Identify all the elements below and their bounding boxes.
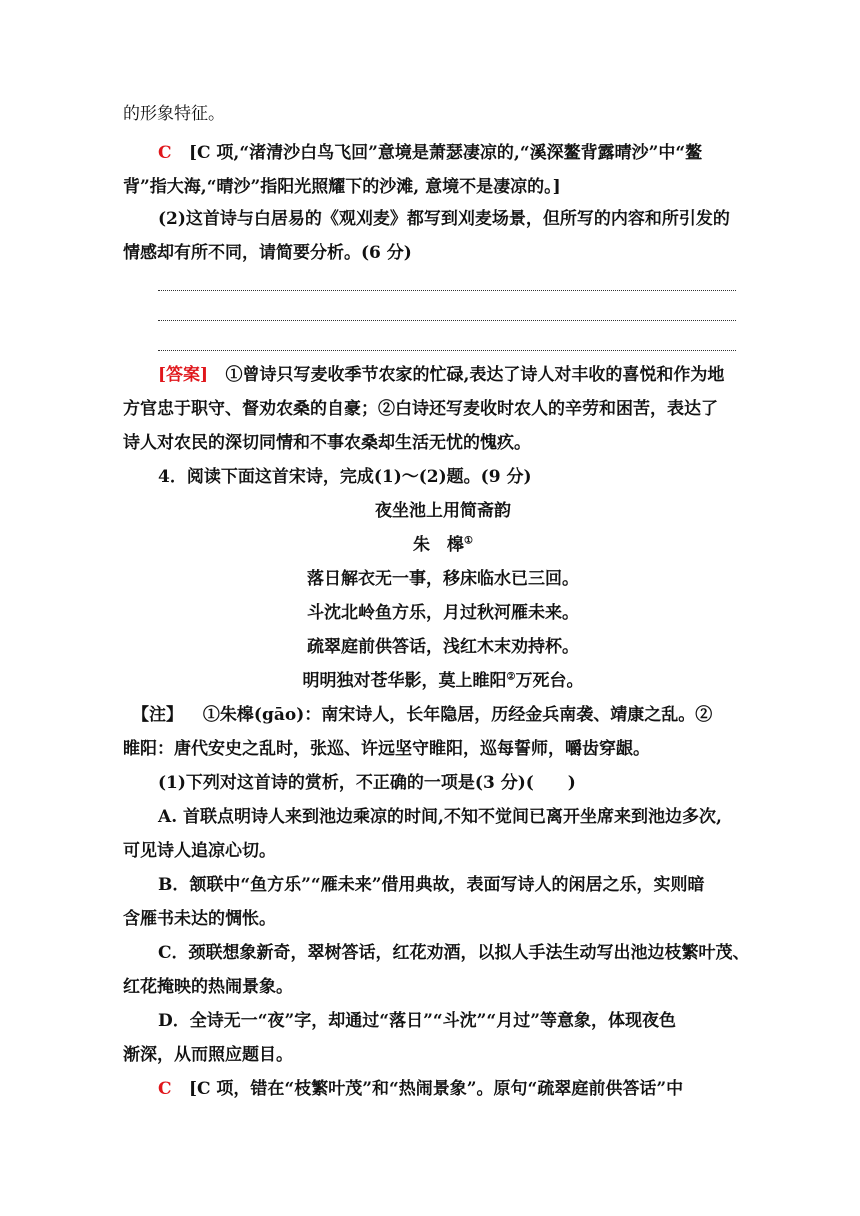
option-a: A. 首联点明诗人来到池边乘凉的时间,不知不觉间已离开坐席来到池边多次, xyxy=(158,807,722,827)
poem-line: 疏翠庭前供答话，浅红木末劝持杯。 xyxy=(307,637,579,657)
poem-line: 落日解衣无一事，移床临水已三回。 xyxy=(307,569,579,589)
answer-explanation: [C 项,“渚清沙白鸟飞回”意境是萧瑟凄凉的,“溪深鳌背露晴沙”中“鳌 xyxy=(188,143,703,163)
option-c-cont: 红花掩映的热闹景象。 xyxy=(123,977,293,997)
answer-text-cont: 方官忠于职守、督劝农桑的自豪；②白诗还写麦收时农人的辛劳和困苦，表达了 xyxy=(123,399,718,419)
note-tag: 【注】 xyxy=(132,705,183,725)
poem-author xyxy=(123,528,763,562)
note-text-cont: 睢阳：唐代安史之乱时，张巡、许远坚守睢阳，巡每誓师，嚼齿穿龈。 xyxy=(123,739,650,759)
option-d-cont: 渐深，从而照应题目。 xyxy=(123,1045,293,1065)
poem-author-name: 朱 槔 xyxy=(413,535,465,555)
answer-text: ①曾诗只写麦收季节农家的忙碌,表达了诗人对丰收的喜悦和作为地 xyxy=(225,365,725,385)
answer-block xyxy=(158,358,738,392)
poem-line xyxy=(123,664,763,698)
sub-question-1: (1)下列对这首诗的赏析，不正确的一项是(3 分)( ) xyxy=(158,773,576,793)
answer-blank-line xyxy=(158,320,736,321)
option-b-cont: 含雁书未达的惆怅。 xyxy=(123,909,276,929)
answer-letter: C xyxy=(158,1079,172,1099)
option-b: B．颔联中“鱼方乐”“雁未来”借用典故，表面写诗人的闲居之乐，实则暗 xyxy=(158,875,705,895)
poem-line-text: 万死台。 xyxy=(515,671,584,691)
note-text: ①朱槔(gāo)：南宋诗人，长年隐居，历经金兵南袭、靖康之乱。② xyxy=(202,705,713,725)
answer-letter: C xyxy=(158,143,172,163)
footnote-marker: ② xyxy=(506,671,516,683)
question-2: (2)这首诗与白居易的《观刈麦》都写到刈麦场景，但所写的内容和所引发的 xyxy=(158,209,730,229)
question-2-cont: 情感却有所不同，请简要分析。(6 分) xyxy=(123,243,412,263)
answer-tag: [答案] xyxy=(158,365,209,385)
poem-line: 斗沈北岭鱼方乐，月过秋河雁未来。 xyxy=(307,603,579,623)
text-line: 的形象特征。 xyxy=(123,104,225,124)
poem-title: 夜坐池上用简斋韵 xyxy=(375,501,511,521)
note xyxy=(132,698,738,732)
footnote-marker: ① xyxy=(464,535,473,547)
option-d: D．全诗无一“夜”字，却通过“落日”“斗沈”“月过”等意象，体现夜色 xyxy=(158,1011,676,1031)
option-a-cont: 可见诗人追凉心切。 xyxy=(123,841,276,861)
option-c: C．颈联想象新奇，翠树答话，红花劝酒，以拟人手法生动写出池边枝繁叶茂、 xyxy=(158,943,750,963)
answer-explanation-cont: 背”指大海,“晴沙”指阳光照耀下的沙滩, 意境不是凄凉的。] xyxy=(123,177,561,197)
answer-blank-line xyxy=(158,290,736,291)
answer-c-line xyxy=(158,136,738,170)
answer-blank-line xyxy=(158,350,736,351)
answer-explanation: [C 项，错在“枝繁叶茂”和“热闹景象”。原句“疏翠庭前供答话”中 xyxy=(188,1079,684,1099)
answer-text-cont: 诗人对农民的深切同情和不事农桑却生活无忧的愧疚。 xyxy=(123,433,531,453)
poem-line-text: 明明独对苍华影，莫上睢阳 xyxy=(302,671,507,691)
question-4-intro: 4．阅读下面这首宋诗，完成(1)～(2)题。(9 分) xyxy=(158,467,532,487)
answer-c-line xyxy=(158,1072,738,1106)
